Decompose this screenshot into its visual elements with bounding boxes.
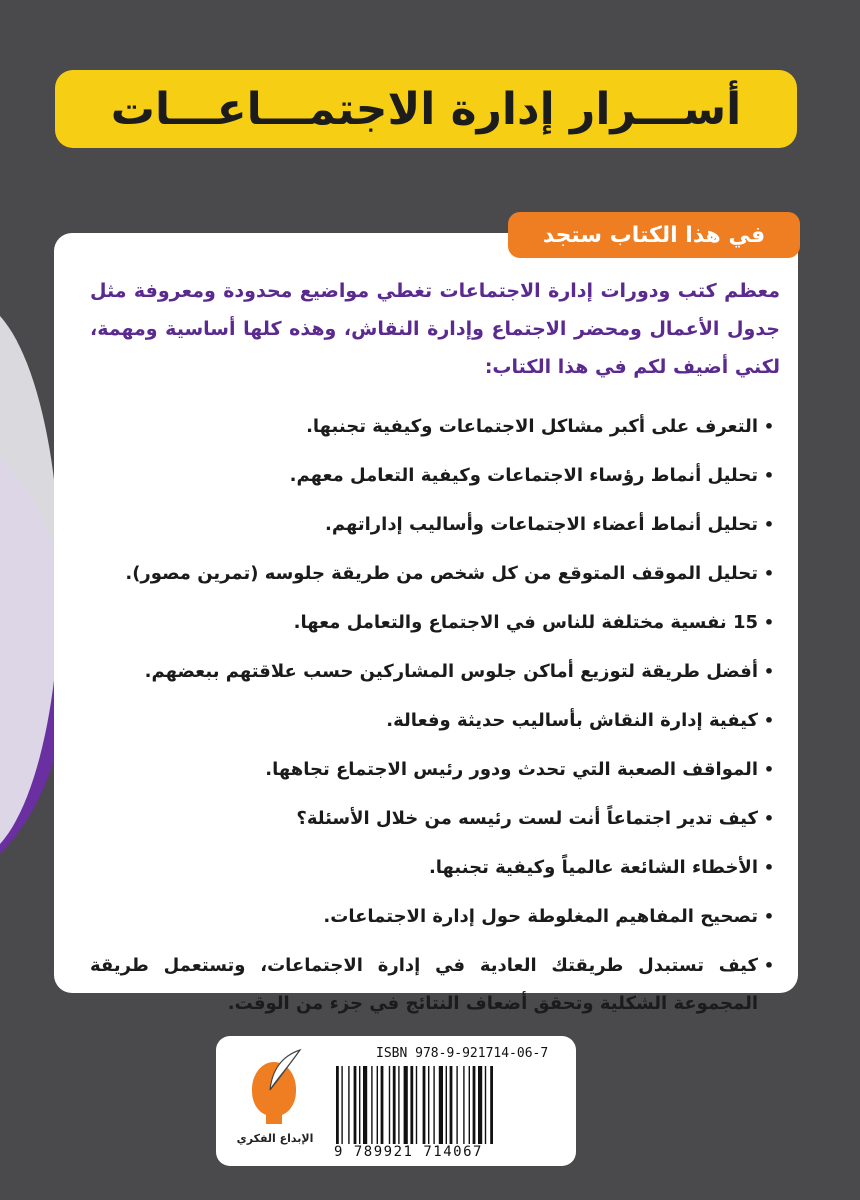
list-item: • كيف تدير اجتماعاً أنت لست رئيسه من خلال الأسئلة؟ bbox=[90, 800, 780, 838]
list-item: • المواقف الصعبة التي تحدث ودور رئيس الاجتماع تجاهها. bbox=[90, 751, 780, 789]
list-item: • الأخطاء الشائعة عالمياً وكيفية تجنبها. bbox=[90, 849, 780, 887]
bullet-dot-icon: • bbox=[763, 515, 775, 534]
barcode-digits: 9 789921 714067 bbox=[334, 1144, 483, 1160]
section-tag-label: في هذا الكتاب ستجد bbox=[542, 222, 766, 248]
list-item: • تحليل أنماط أعضاء الاجتماعات وأساليب إداراتهم. bbox=[90, 506, 780, 544]
decorative-white-swoosh bbox=[0, 300, 60, 860]
intro-paragraph: معظم كتب ودورات إدارة الاجتماعات تغطي مواضيع محدودة ومعروفة مثل جدول الأعمال ومحضر الاجتماع وإدارة النقاش، وهذه كلها أساسية ومهمة، لكني أضيف لكم في هذا الكتاب: bbox=[90, 280, 780, 378]
list-item: • أفضل طريقة لتوزيع أماكن جلوس المشاركين حسب علاقتهم ببعضهم. bbox=[90, 653, 780, 691]
quill-icon bbox=[230, 1046, 320, 1126]
bullet-dot-icon: • bbox=[763, 907, 775, 926]
barcode-icon bbox=[334, 1066, 570, 1146]
bullet-dot-icon: • bbox=[763, 613, 775, 632]
title-banner bbox=[55, 70, 797, 148]
list-item: • كيف تستبدل طريقتك العادية في إدارة الاجتماعات، وتستعمل طريقة المجموعة الشكلية وتحقق أضعاف النتائج في جزء من الوقت. bbox=[90, 947, 780, 1023]
list-item: • تحليل أنماط رؤساء الاجتماعات وكيفية التعامل معهم. bbox=[90, 457, 780, 495]
bullet-dot-icon: • bbox=[763, 466, 775, 485]
bullet-dot-icon: • bbox=[763, 564, 775, 583]
publisher-logo bbox=[230, 1046, 320, 1156]
list-item: • 15 نفسية مختلفة للناس في الاجتماع والتعامل معها. bbox=[90, 604, 780, 642]
bullet-dot-icon: • bbox=[763, 809, 775, 828]
isbn-label: ISBN 978-9-921714-06-7 bbox=[376, 1046, 549, 1061]
list-item: • التعرف على أكبر مشاكل الاجتماعات وكيفية تجنبها. bbox=[90, 408, 780, 446]
bullet-dot-icon: • bbox=[763, 417, 775, 436]
bullet-list bbox=[90, 408, 780, 1034]
section-tag bbox=[508, 212, 800, 258]
book-title: أســـرار إدارة الاجتمـــاعـــات bbox=[110, 83, 742, 135]
publisher-logo-text: الإبداع الفكري bbox=[236, 1132, 314, 1145]
list-item: • تصحيح المفاهيم المغلوطة حول إدارة الاجتماعات. bbox=[90, 898, 780, 936]
bullet-dot-icon: • bbox=[763, 760, 775, 779]
isbn-panel bbox=[216, 1036, 576, 1166]
bullet-dot-icon: • bbox=[763, 711, 775, 730]
bullet-dot-icon: • bbox=[763, 858, 775, 877]
list-item: • تحليل الموقف المتوقع من كل شخص من طريقة جلوسه (تمرين مصور). bbox=[90, 555, 780, 593]
bullet-dot-icon: • bbox=[763, 662, 775, 681]
bullet-dot-icon: • bbox=[763, 956, 775, 975]
list-item: • كيفية إدارة النقاش بأساليب حديثة وفعالة. bbox=[90, 702, 780, 740]
